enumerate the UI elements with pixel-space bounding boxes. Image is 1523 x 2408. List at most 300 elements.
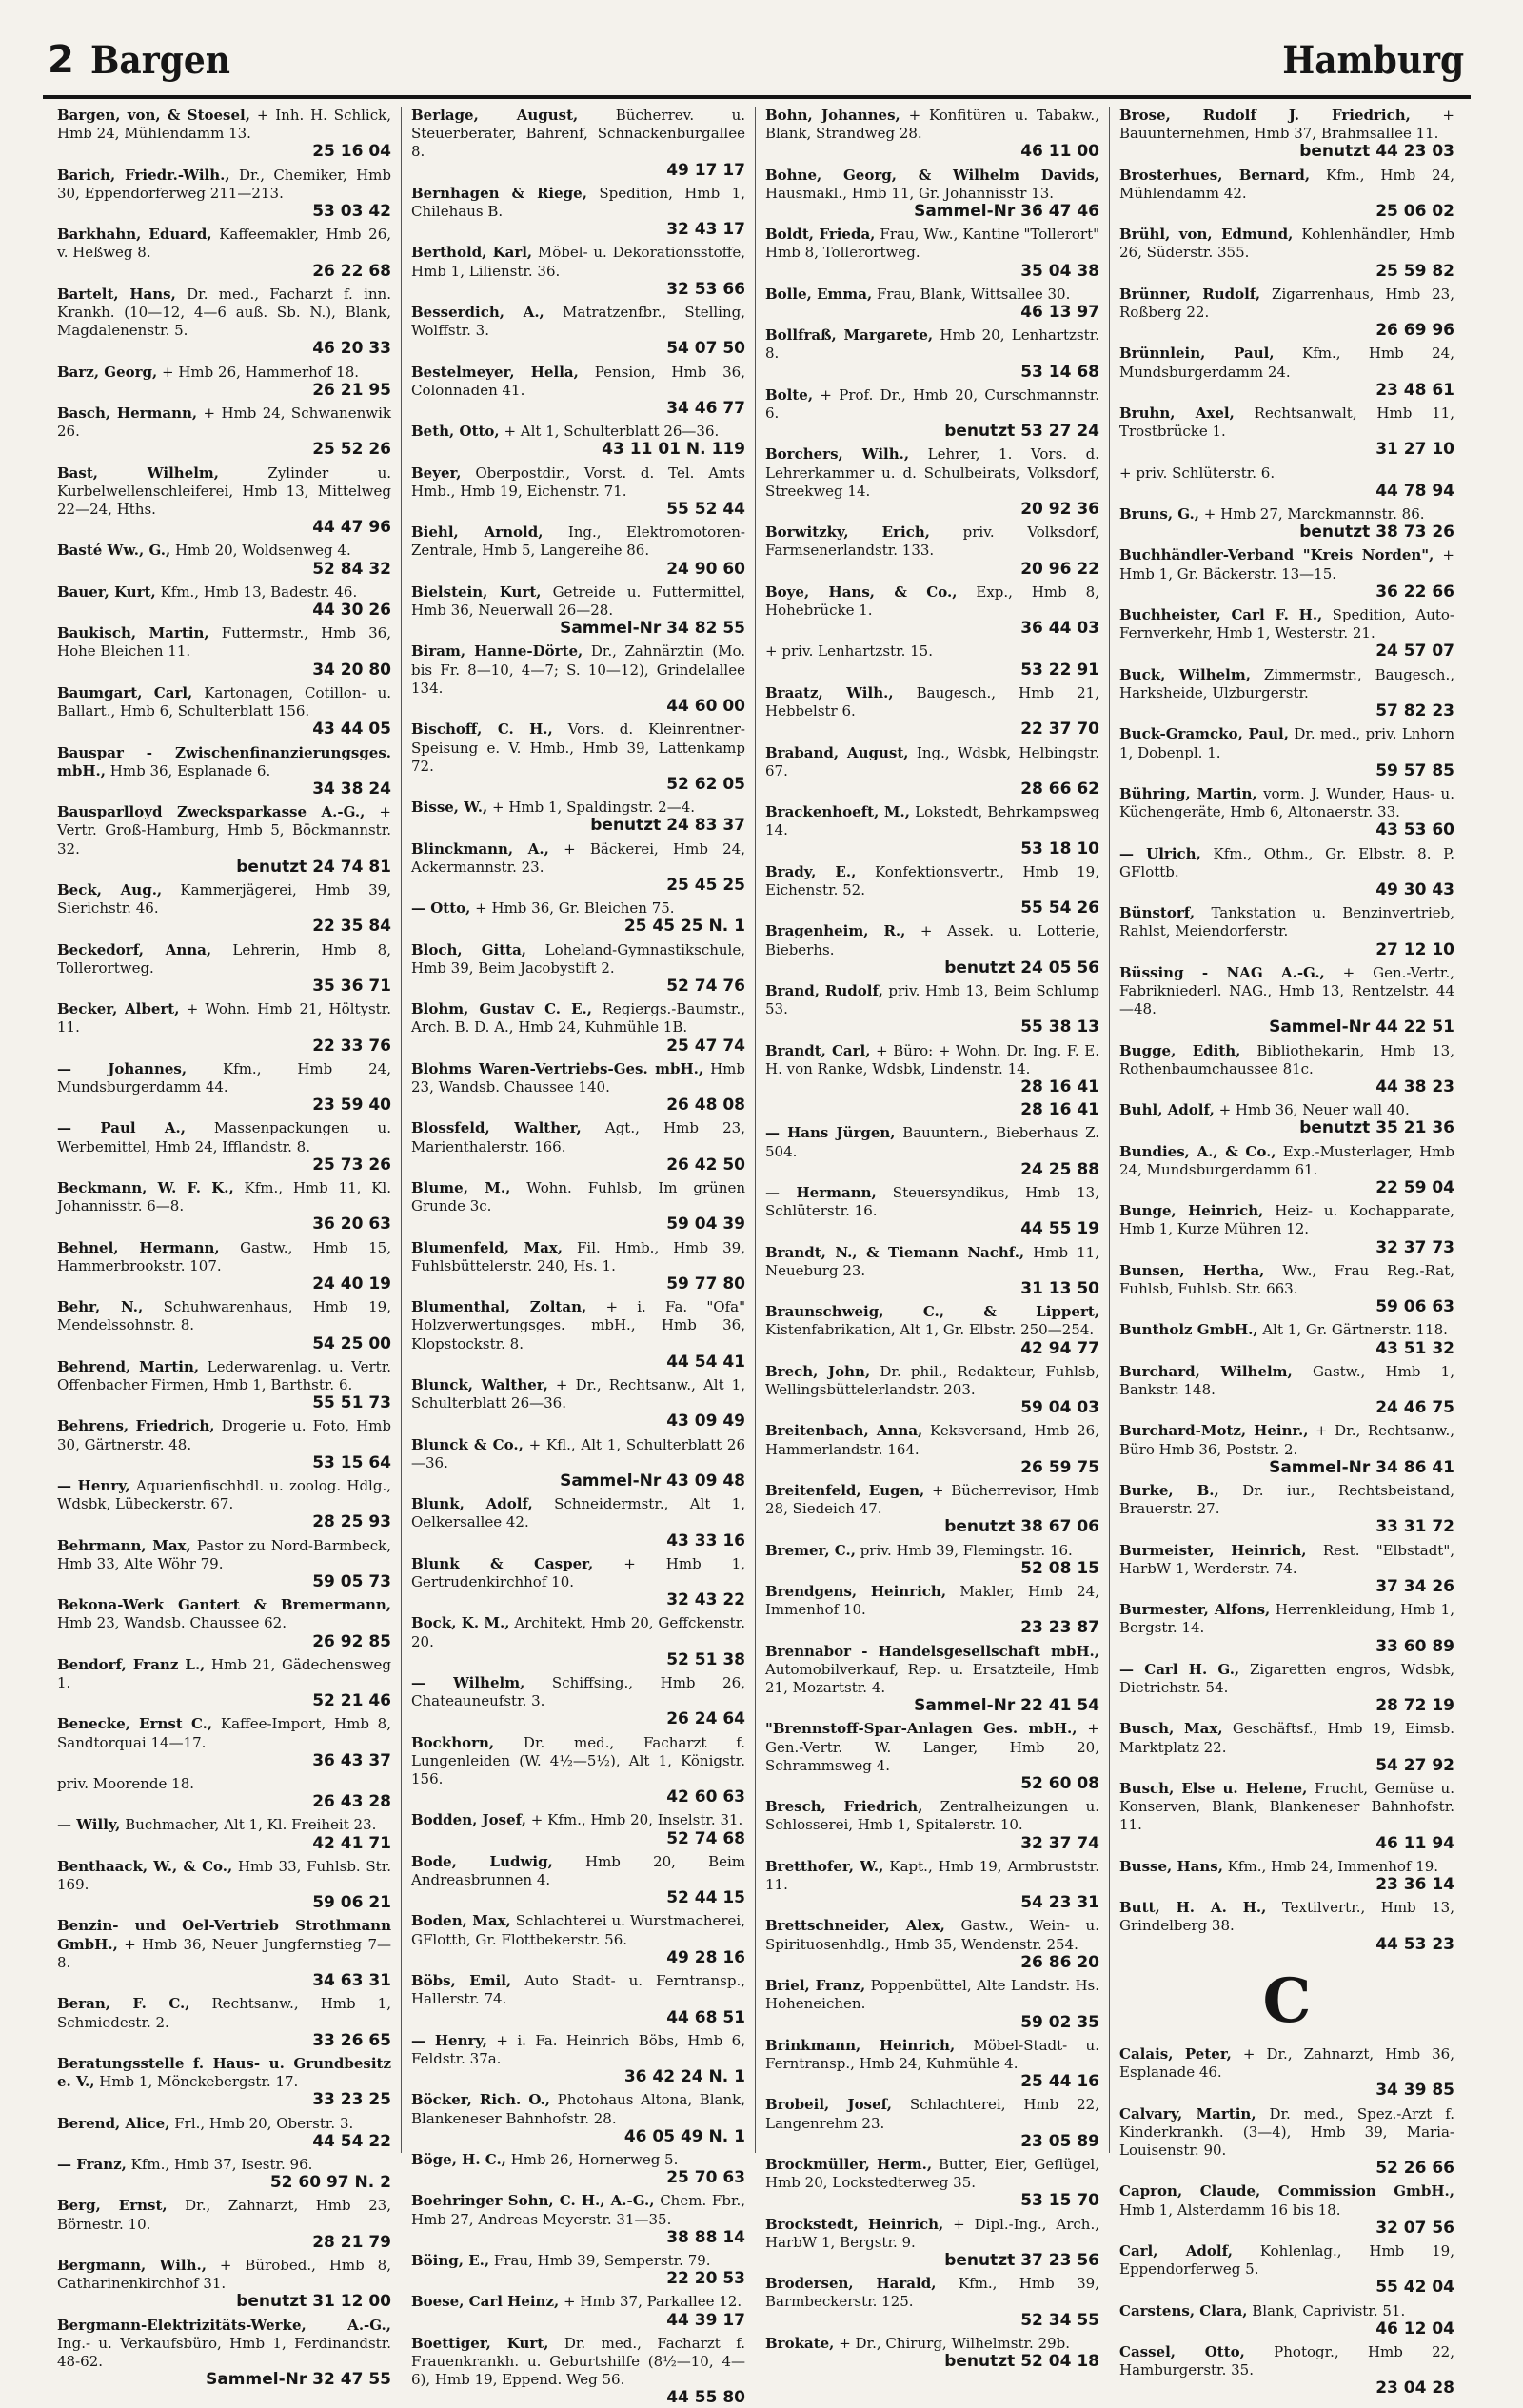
entry-name: Carstens, Clara, [1119,2301,1248,2319]
directory-entry [57,1656,391,1711]
entry-phone: 42 41 71 [312,1833,391,1853]
entry-phone: 28 25 93 [312,1512,391,1532]
entry-phone: 25 52 26 [312,440,391,460]
entry-name: Bergmann-Elektrizitäts-Werke, A.-G., [57,2316,391,2334]
entry-detail: Keksversand, Hmb 26, Hammerlandstr. 164. [765,1422,1099,1458]
entry-name: Braunschweig, C., & Lippert, [765,1303,1099,1321]
entry-phone: 43 11 01 N. 119 [602,440,745,460]
entry-name: Blunk, Adolf, [411,1495,533,1513]
directory-entry [57,684,391,740]
entry-detail: Kfm., Hmb 24, Mundsburgerdamm 24. [1119,345,1454,381]
entry-detail: + Hmb 24, Schwanenwik 26. [57,405,391,441]
entry-name: Böge, H. C., [411,2150,506,2168]
directory-entry [1119,1363,1454,1418]
entry-name: Bischoff, C. H., [411,720,553,739]
entry-phone: 26 86 20 [1020,1952,1099,1972]
entry-detail: Kartonagen, Cotillon- u. Ballart., Hmb 6, Schulterblatt 156. [57,683,391,720]
entry-name: — Paul A., [57,1119,186,1137]
directory-entry [57,1858,391,1913]
entry-name: Brockstedt, Heinrich, [765,2215,944,2233]
directory-entry [1119,1720,1454,1775]
entry-phone: 31 27 10 [1375,440,1454,460]
entry-detail: Hmb 20, Lenhartzstr. 8. [765,326,1099,363]
entry-phone: 26 22 68 [312,261,391,281]
entry-phone: 46 20 33 [312,339,391,359]
entry-detail: Dr. med., Facharzt f. Frauenkrankh. u. Geburtshilfe (8½—10, 4—6), Hmb 19, Eppend. Weg 56. [411,2334,745,2389]
entry-phone: 52 74 68 [666,1828,745,1848]
entry-phone: 42 60 63 [666,1787,745,1807]
entry-phone: 22 33 76 [312,1036,391,1056]
entry-phone: 53 18 10 [1020,839,1099,859]
entry-name: Bretthofer, W., [765,1857,884,1875]
entry-detail: Photogr., Hmb 22, Hamburgerstr. 35. [1119,2342,1454,2379]
directory-entry [411,1119,745,1174]
directory-entry [765,167,1099,222]
directory-entry [765,1363,1099,1418]
directory-entry [1119,1042,1454,1097]
entry-detail: + Inh. H. Schlick, Hmb 24, Mühlendamm 13. [57,107,391,143]
entry-phone: benutzt 24 74 81 [236,857,391,877]
entry-name: Beyer, [411,464,462,482]
entry-phone: benutzt 38 67 06 [944,1517,1099,1537]
entry-name: — Willy, [57,1816,121,1834]
entry-phone: 37 34 26 [1375,1577,1454,1597]
entry-name: Bunsen, Hertha, [1119,1261,1265,1279]
entry-detail: Schuhwarenhaus, Hmb 19, Mendelssohnstr. 8. [57,1298,391,1334]
entry-detail: Hmb 33, Fuhlsb. Str. 169. [57,1857,391,1894]
entry-name: Beckmann, W. F. K., [57,1178,234,1196]
directory-entry [765,386,1099,442]
directory-entry [765,863,1099,918]
entry-name: Basté Ww., G., [57,542,171,560]
entry-phone: 23 59 40 [312,1095,391,1115]
entry-detail: Gastw., Wein- u. Spirituosenhdlg., Hmb 35, Wendenstr. 254. [765,1917,1099,1953]
entry-detail: Frl., Hmb 20, Oberstr. 3. [174,2114,354,2132]
entry-detail: + i. Fa. Heinrich Böbs, Hmb 6, Feldstr. 37a. [411,2031,745,2067]
directory-entry [57,881,391,937]
directory-entry [411,1674,745,1729]
directory-entry [765,1798,1099,1853]
entry-detail: Steuersyndikus, Hmb 13, Schlüterstr. 16. [765,1183,1099,1220]
entry-detail: + Dr., Zahnarzt, Hmb 36, Esplanade 46. [1119,2044,1454,2082]
entry-detail: Wohn. Fuhlsb, Im grünen Grunde 3c. [411,1178,745,1215]
entry-name: Blohms Waren-Vertriebs-Ges. mbH., [411,1059,704,1077]
directory-columns [48,107,1466,2408]
entry-name: Cassel, Otto, [1119,2342,1245,2360]
entry-detail: Massenpackungen u. Werbemittel, Hmb 24, Ifflandstr. 8. [57,1119,391,1155]
column-1 [48,107,402,2390]
directory-entry [57,1917,391,1990]
entry-detail: Kfm., Hmb 13, Badestr. 46. [160,582,358,601]
entry-phone: 52 51 38 [666,1649,745,1669]
entry-phone: 34 39 85 [1375,2081,1454,2101]
directory-entry [1119,1422,1454,1477]
entry-phone: 32 37 74 [1020,1833,1099,1853]
entry-phone: 35 36 71 [312,976,391,996]
directory-entry [57,1000,391,1056]
entry-detail: Kistenfabrikation, Alt 1, Gr. Elbstr. 250—254. [765,1321,1095,1339]
directory-entry [765,1042,1099,1097]
directory-entry [765,1244,1099,1299]
entry-detail: + Bäckerei, Hmb 24, Ackermannstr. 23. [411,839,745,876]
entry-name: Benzin- und Oel-Vertrieb Strothmann GmbH., [57,1917,391,1953]
directory-entry [765,1643,1099,1716]
entry-detail: Schlachterei u. Wurstmacherei, GFlottb, Gr. Flottbekerstr. 56. [411,1912,745,1948]
entry-phone: 59 05 73 [312,1572,391,1592]
entry-name: — Hermann, [765,1183,877,1201]
entry-phone: 31 13 50 [1020,1278,1099,1298]
entry-detail: Lehrer, 1. Vors. d. Lehrerkammer u. d. Schulbeirats, Volksdorf, Streekweg 14. [765,445,1099,500]
entry-name: Blinckmann, A., [411,839,549,858]
entry-detail: Dr. med., Spez.-Arzt f. Kinderkrankh. (3—4), Hmb 39, Maria-Louisenstr. 90. [1119,2104,1454,2159]
entry-name: Buntholz GmbH., [1119,1321,1258,1339]
directory-entry [1119,2343,1454,2398]
entry-name: Bauer, Kurt, [57,582,156,601]
directory-entry [411,1912,745,1967]
entry-phone: 52 84 32 [312,559,391,579]
entry-phone: 53 22 91 [1020,660,1099,680]
entry-detail: Kaffeemakler, Hmb 26, v. Heßweg 8. [57,226,391,262]
directory-entry [1119,1899,1454,1954]
directory-entry [57,1816,391,1852]
entry-phone: Sammel-Nr 34 86 41 [1269,1457,1454,1477]
directory-entry [411,2091,745,2146]
entry-name: Beck, Aug., [57,880,163,898]
directory-entry [57,2257,391,2312]
entry-detail: Kfm., Hmb 39, Barmbeckerstr. 125. [765,2275,1099,2311]
directory-entry [57,803,391,877]
entry-detail: Kfm., Hmb 11, Kl. Johannisstr. 6—8. [57,1178,391,1215]
entry-detail: Drogerie u. Foto, Hmb 30, Gärtnerstr. 48. [57,1417,391,1453]
entry-name: Bloch, Gitta, [411,940,527,958]
entry-phone: 34 38 24 [312,779,391,799]
entry-name: Bundies, A., & Co., [1119,1142,1276,1160]
entry-name: Büssing - NAG A.-G., [1119,963,1325,981]
entry-detail: + i. Fa. "Ofa" Holzverwertungsges. mbH., Hmb 36, Klopstockstr. 8. [411,1298,745,1352]
directory-entry [57,542,391,578]
entry-detail: Butter, Eier, Geflügel, Hmb 20, Lockstedterweg 35. [765,2155,1099,2192]
entry-name: Bernhagen & Riege, [411,184,587,202]
entry-detail: Heiz- u. Kochapparate, Hmb 1, Kurze Mühren 12. [1119,1202,1454,1238]
entry-name: Behnel, Hermann, [57,1238,220,1256]
entry-name: Borwitzky, Erich, [765,523,930,542]
entry-detail: Tankstation u. Benzinvertrieb, Rahlst, Meiendorferstr. [1119,904,1454,940]
entry-phone: 32 53 66 [666,279,745,299]
directory-entry [765,1124,1099,1179]
entry-phone: Sammel-Nr 34 82 55 [560,619,745,639]
entry-name: Beran, F. C., [57,1995,190,2013]
entry-name: Bendorf, Franz L., [57,1655,206,1673]
entry-name: Buck, Wilhelm, [1119,665,1251,683]
directory-entry [411,2293,745,2329]
entry-detail: + Dr., Rechtsanw., Büro Hmb 36, Poststr. 2. [1119,1422,1454,1458]
entry-detail: Exp.-Musterlager, Hmb 24, Mundsburgerdamm 61. [1119,1142,1454,1178]
entry-detail: Pastor zu Nord-Barmbeck, Hmb 33, Alte Wöhr 79. [57,1536,391,1572]
directory-entry [411,2252,745,2288]
entry-detail: + Hmb 1, Gertrudenkirchhof 10. [411,1554,745,1591]
entry-detail: Ing.- u. Verkaufsbüro, Hmb 1, Ferdinandstr. 48-62. [57,2334,391,2370]
entry-phone: 33 26 65 [312,2030,391,2050]
entry-detail: Hmb 23, Wandsb. Chaussee 140. [411,1059,745,1095]
directory-entry [57,1537,391,1592]
entry-detail: Kfm., Hmb 24, Mühlendamm 42. [1119,166,1454,202]
entry-detail: Dr. phil., Redakteur, Fuhlsb, Wellingsbüttelerlandstr. 203. [765,1362,1099,1398]
entry-phone: 22 59 04 [1375,1177,1454,1197]
directory-entry [1119,785,1454,840]
directory-entry [411,364,745,419]
entry-phone: 53 03 42 [312,202,391,222]
entry-detail: Alt 1, Gr. Gärtnerstr. 118. [1262,1321,1448,1339]
entry-name: Briel, Franz, [765,1977,866,1995]
directory-entry [765,2275,1099,2330]
entry-phone: 25 16 04 [312,142,391,162]
directory-entry [57,1596,391,1651]
entry-phone: 49 30 43 [1375,879,1454,899]
entry-phone: 49 17 17 [666,160,745,180]
entry-phone: Sammel-Nr 22 41 54 [914,1696,1099,1716]
entry-name: Barich, Friedr.-Wilh., [57,166,230,184]
entry-phone: 57 82 23 [1375,701,1454,721]
entry-phone: 44 39 17 [666,2310,745,2330]
entry-name: Bode, Ludwig, [411,1852,553,1870]
entry-detail: + Hmb 26, Hammerhof 18. [162,363,360,381]
directory-entry [57,1417,391,1472]
entry-phone: 44 38 23 [1375,1076,1454,1096]
entry-name: Brühl, von, Edmund, [1119,226,1294,244]
entry-name: Brettschneider, Alex, [765,1917,945,1935]
directory-entry [411,2032,745,2087]
entry-detail: Hmb 1, Alsterdamm 16 bis 18. [1119,2201,1341,2219]
directory-entry [1119,464,1454,501]
entry-detail: Futtermstr., Hmb 36, Hohe Bleichen 11. [57,624,391,661]
entry-phone: 53 14 68 [1020,362,1099,382]
entry-name: Brendgens, Heinrich, [765,1583,947,1601]
directory-entry [765,445,1099,519]
entry-name: Benecke, Ernst C., [57,1715,213,1733]
entry-detail: Geschäftsf., Hmb 19, Eimsb. Marktplatz 22. [1119,1720,1454,1756]
entry-name: Burchard-Motz, Heinr., [1119,1422,1309,1440]
entry-detail: + Dipl.-Ing., Arch., HarbW 1, Bergstr. 9. [765,2215,1099,2251]
directory-entry [57,107,391,162]
directory-entry [765,583,1099,639]
entry-phone: benutzt 24 05 56 [944,957,1099,977]
entry-name: Buck-Gramcko, Paul, [1119,725,1289,743]
column-4 [1110,107,1464,2398]
entry-detail: + Bücherrevisor, Hmb 28, Siedeich 47. [765,1482,1099,1518]
entry-detail: + Hmb 1, Gr. Bäckerstr. 13—15. [1119,546,1454,582]
entry-name: Breitenfeld, Eugen, [765,1482,925,1500]
directory-entry [1119,1858,1454,1894]
entry-name: Bremer, C., [765,1541,856,1559]
entry-name: Behrend, Martin, [57,1357,200,1375]
directory-entry [765,2037,1099,2092]
entry-detail: Fil. Hmb., Hmb 39, Fuhlsbüttelerstr. 240, Hs. 1. [411,1238,745,1274]
entry-name: Basch, Hermann, [57,405,198,423]
entry-detail: + Hmb 36, Gr. Bleichen 75. [475,899,675,918]
entry-phone: 59 06 21 [312,1893,391,1913]
entry-name: — Henry, [411,2031,487,2049]
entry-detail: Lehrerin, Hmb 8, Tollerortweg. [57,940,391,977]
entry-phone: 24 90 60 [666,559,745,579]
entry-phone: 20 96 22 [1020,559,1099,579]
entry-name: Bausparlloyd Zwecksparkasse A.-G., [57,803,366,821]
entry-name: Borchers, Wilh., [765,445,910,464]
entry-detail: + Wohn. Hmb 21, Höltystr. 11. [57,1000,391,1036]
directory-entry [411,1298,745,1372]
directory-entry [1119,2302,1454,2339]
entry-detail: Spedition, Hmb 1, Chilehaus B. [411,184,745,221]
entry-phone: 52 44 15 [666,1888,745,1908]
directory-entry [765,1303,1099,1358]
directory-entry [1119,725,1454,780]
entry-detail: + Konfitüren u. Tabakw., Blank, Strandweg 28. [765,107,1099,143]
entry-phone: 26 48 08 [666,1095,745,1115]
entry-phone: 33 31 72 [1375,1517,1454,1537]
entry-phone: 43 33 16 [666,1530,745,1550]
entry-detail: Photohaus Altona, Blank, Blankeneser Bahnhofstr. 28. [411,2091,745,2127]
entry-detail: Zentralheizungen u. Schlosserei, Hmb 1, Spitalerstr. 10. [765,1798,1099,1834]
entry-detail: + Bauunternehmen, Hmb 37, Brahmsallee 11. [1119,107,1454,143]
entry-phone: 43 09 49 [666,1411,745,1431]
directory-entry [57,1239,391,1294]
entry-name: Blunck & Co., [411,1435,524,1453]
entry-name: Calvary, Martin, [1119,2104,1256,2122]
entry-name: Brose, Rudolf J. Friedrich, [1119,107,1411,124]
entry-phone: 53 15 70 [1020,2191,1099,2211]
entry-phone: 25 44 16 [1020,2072,1099,2092]
directory-entry [1119,1780,1454,1853]
entry-phone: 55 51 73 [312,1393,391,1413]
directory-entry [57,941,391,997]
entry-name: Brand, Rudolf, [765,981,883,999]
entry-detail: Hmb 1, Mönckebergstr. 17. [99,2073,299,2091]
entry-detail: Schneidermstr., Alt 1, Oelkersallee 42. [411,1495,745,1531]
entry-phone: 46 11 00 [1020,142,1099,162]
entry-phone: 36 20 63 [312,1214,391,1234]
entry-phone: 52 74 76 [666,976,745,996]
entry-phone: 52 26 66 [1375,2159,1454,2179]
entry-detail: Spedition, Auto-Fernverkehr, Hmb 1, Westerstr. 21. [1119,606,1454,642]
entry-detail: Lederwarenlag. u. Vertr. Offenbacher Firmen, Hmb 1, Barthstr. 6. [57,1357,391,1393]
entry-detail: Dr., Chemiker, Hmb 30, Eppendorferweg 211—213. [57,166,391,202]
directory-entry [57,2197,391,2252]
entry-detail: Textilvertr., Hmb 13, Grindelberg 38. [1119,1899,1454,1935]
entry-detail: Matratzenfbr., Stelling, Wolffstr. 3. [411,304,745,340]
entry-phone: 27 12 10 [1375,939,1454,959]
directory-entry [765,226,1099,281]
entry-name: Blumenthal, Zoltan, [411,1298,587,1316]
entry-phone: 32 07 56 [1375,2218,1454,2238]
entry-detail: Gastw., Hmb 15, Hammerbrookstr. 107. [57,1238,391,1274]
directory-entry [411,642,745,716]
directory-entry [411,1614,745,1669]
entry-name: Biehl, Arnold, [411,523,544,542]
entry-name: Busch, Max, [1119,1720,1223,1738]
entry-name: Burmester, Alfons, [1119,1601,1271,1619]
entry-phone: 43 53 60 [1375,820,1454,840]
entry-name: Bunge, Heinrich, [1119,1202,1264,1220]
entry-phone: 26 69 96 [1375,321,1454,341]
entry-phone: 44 60 00 [666,697,745,717]
entry-detail: Zigaretten engros, Wdsbk, Dietrichstr. 54. [1119,1660,1454,1697]
entry-name: Brosterhues, Bernard, [1119,166,1311,184]
entry-detail: + Gen.-Vertr., Fabrikniederl. NAG., Hmb 13, Rentzelstr. 44—48. [1119,963,1454,1018]
entry-name: Bodden, Josef, [411,1811,526,1829]
entry-phone: 54 25 00 [312,1333,391,1353]
entry-name: Bast, Wilhelm, [57,464,220,482]
entry-phone: 52 60 08 [1020,1774,1099,1794]
header-rule [43,95,1471,99]
entry-phone: 43 44 05 [312,720,391,740]
entry-name: Buhl, Adolf, [1119,1101,1215,1119]
entry-phone: benutzt 35 21 36 [1299,1118,1454,1138]
entry-name: Becker, Albert, [57,1000,180,1018]
directory-entry [765,1542,1099,1578]
directory-entry [57,1477,391,1532]
entry-name: Busse, Hans, [1119,1857,1223,1875]
directory-entry [765,982,1099,1037]
entry-phone: 23 05 89 [1020,2131,1099,2151]
entry-detail: + Gen.-Vertr. W. Langer, Hmb 20, Schrammsweg 4. [765,1720,1099,1774]
entry-name: Blumenfeld, Max, [411,1238,563,1256]
entry-name: — Otto, [411,899,471,918]
entry-name: — Ulrich, [1119,844,1201,862]
directory-entry [411,523,745,579]
entry-name: Buchhändler-Verband "Kreis Norden", [1119,546,1434,564]
entry-phone: 36 43 37 [312,1750,391,1770]
entry-phone: 22 20 53 [666,2269,745,2289]
directory-entry [57,1358,391,1413]
entry-detail: + Kfl., Alt 1, Schulterblatt 26—36. [411,1435,745,1471]
entry-phone: 44 78 94 [1375,481,1454,501]
entry-name: Brokate, [765,2334,835,2352]
entry-name: Beth, Otto, [411,423,500,441]
entry-detail: Möbel- u. Dekorationsstoffe, Hmb 1, Lilienstr. 36. [411,244,745,280]
entry-name: Bruhn, Axel, [1119,405,1235,423]
entry-detail: Möbel-Stadt- u. Ferntransp., Hmb 24, Kuhmühle 4. [765,2036,1099,2072]
directory-entry [411,583,745,639]
entry-phone: 44 55 80 [666,2388,745,2408]
entry-detail: Hmb 21, Gädechensweg 1. [57,1655,391,1692]
entry-phone: 34 20 80 [312,660,391,680]
entry-name: Beratungsstelle f. Haus- u. Grundbesitz e. V., [57,2054,391,2091]
entry-phone: 28 72 19 [1375,1696,1454,1716]
directory-entry [57,744,391,799]
entry-phone: 59 02 35 [1020,2012,1099,2032]
entry-name: Braatz, Wilh., [765,683,894,701]
entry-name: Boehringer Sohn, C. H., A.-G., [411,2192,655,2210]
entry-name: Bekona-Werk Gantert & Bremermann, [57,1596,391,1614]
entry-phone: 44 55 19 [1020,1219,1099,1239]
directory-entry [765,1977,1099,2032]
entry-detail: + priv. Lenhartzstr. 15. [765,642,933,661]
directory-entry [57,2115,391,2151]
entry-name: Boye, Hans, & Co., [765,582,958,601]
directory-entry [411,1555,745,1610]
entry-name: Brady, E., [765,862,857,880]
entry-name: Blossfeld, Walther, [411,1119,582,1137]
entry-detail: Aquarienfischhdl. u. zoolog. Hdlg., Wdsbk, Lübeckerstr. 67. [57,1477,391,1513]
entry-name: Brennabor - Handelsgesellschaft mbH., [765,1642,1099,1660]
entry-detail: Rest. "Elbstadt", HarbW 1, Werderstr. 74. [1119,1541,1454,1577]
directory-entry [57,2156,391,2192]
directory-entry [1119,505,1454,542]
directory-entry [765,1858,1099,1913]
entry-detail: priv. Volksdorf, Farmsenerlandstr. 133. [765,523,1099,560]
entry-phone: 36 42 24 N. 1 [623,2067,745,2087]
directory-entry [411,1239,745,1294]
entry-name: Brandt, N., & Tiemann Nachf., [765,1243,1025,1261]
